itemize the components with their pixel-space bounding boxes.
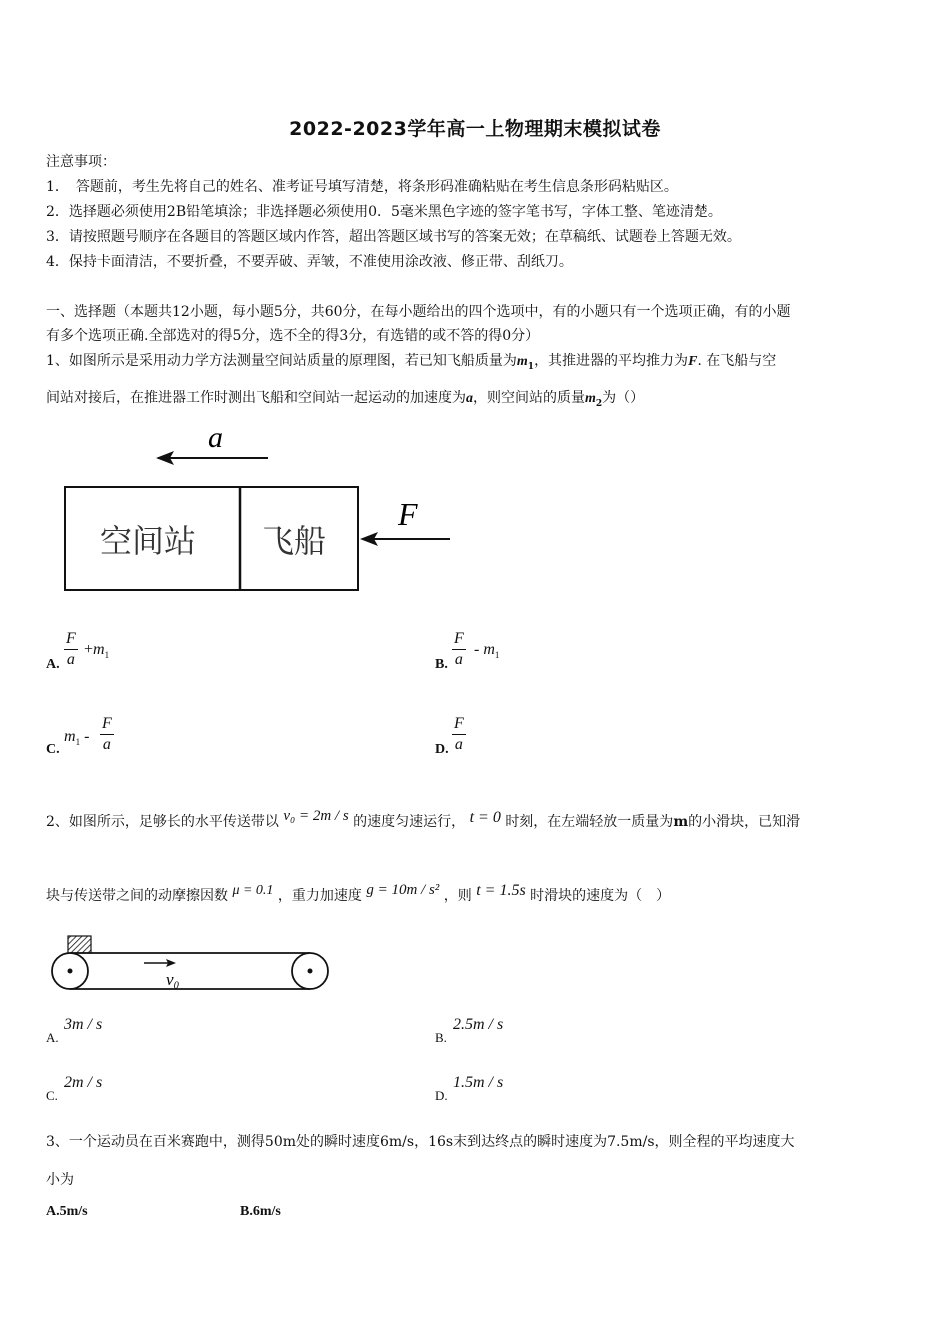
page-title: 2022-2023学年高一上物理期末模拟试卷 — [289, 118, 661, 140]
q3-line-2: 小为 — [46, 1172, 74, 1188]
right-roller-axle — [308, 969, 313, 974]
section-instructions-line-2: 有多个选项正确.全部选对的得5分，选不全的得3分，有选错的或不答的得0分） — [46, 328, 540, 344]
velocity-label: v₀ — [166, 970, 180, 989]
spaceship-label: 飞船 — [262, 522, 327, 560]
acceleration-label: a — [208, 421, 223, 454]
notice-item-1: 1． 答题前，考生先将自己的姓名、准考证号填写清楚，将条形码准确粘贴在考生信息条形码粘贴区。 — [46, 179, 678, 195]
q1-figure — [60, 420, 460, 600]
notice-heading: 注意事项： — [46, 154, 116, 170]
slider-block — [68, 936, 91, 953]
q2-line-2: 块与传送带之间的动摩擦因数 μ = 0.1 ，重力加速度 g = 10m / s² ，则 t = 1.5s 时滑块的速度为（ ） — [46, 882, 671, 904]
q3-line-1: 3、一个运动员在百米赛跑中，测得50m处的瞬时速度6m/s，16s末到达终点的瞬时速度为7.5m/s，则全程的平均速度大 — [46, 1134, 795, 1150]
q3-option-a[interactable]: A.5m/s — [46, 1204, 88, 1219]
left-roller-axle — [68, 969, 73, 974]
notice-item-2: 2．选择题必须使用2B铅笔填涂；非选择题必须使用0．5毫米黑色字迹的签字笔书写，字体工整、笔迹清楚。 — [46, 204, 722, 220]
force-label: F — [398, 496, 418, 532]
q3-option-b[interactable]: B.6m/s — [240, 1204, 281, 1219]
q1-line-1: 1、如图所示是采用动力学方法测量空间站质量的原理图，若已知飞船质量为$m_1$，其推进器的平均推力为F. 在飞船与空 — [46, 353, 777, 372]
section-instructions-line-1: 一、选择题（本题共12小题，每小题5分，共60分，在每小题给出的四个选项中，有的小题只有一个选项正确，有的小题 — [46, 304, 791, 320]
q2-figure — [46, 932, 336, 996]
notice-item-3: 3．请按照题号顺序在各题目的答题区域内作答，超出答题区域书写的答案无效；在草稿纸、试题卷上答题无效。 — [46, 229, 741, 245]
q2-line-1: 2、如图所示，足够长的水平传送带以 v₀ = 2m / s 的速度匀速运行， t = 0 时刻，在左端轻放一质量为m的小滑块，已知滑 — [46, 808, 801, 830]
space-station-label: 空间站 — [100, 522, 197, 560]
q1-line-2: 间站对接后，在推进器工作时测出飞船和空间站一起运动的加速度为a，则空间站的质量$m_2$为（） — [46, 390, 645, 409]
notice-item-4: 4．保持卡面清洁，不要折叠，不要弄破、弄皱，不准使用涂改液、修正带、刮纸刀。 — [46, 254, 573, 270]
